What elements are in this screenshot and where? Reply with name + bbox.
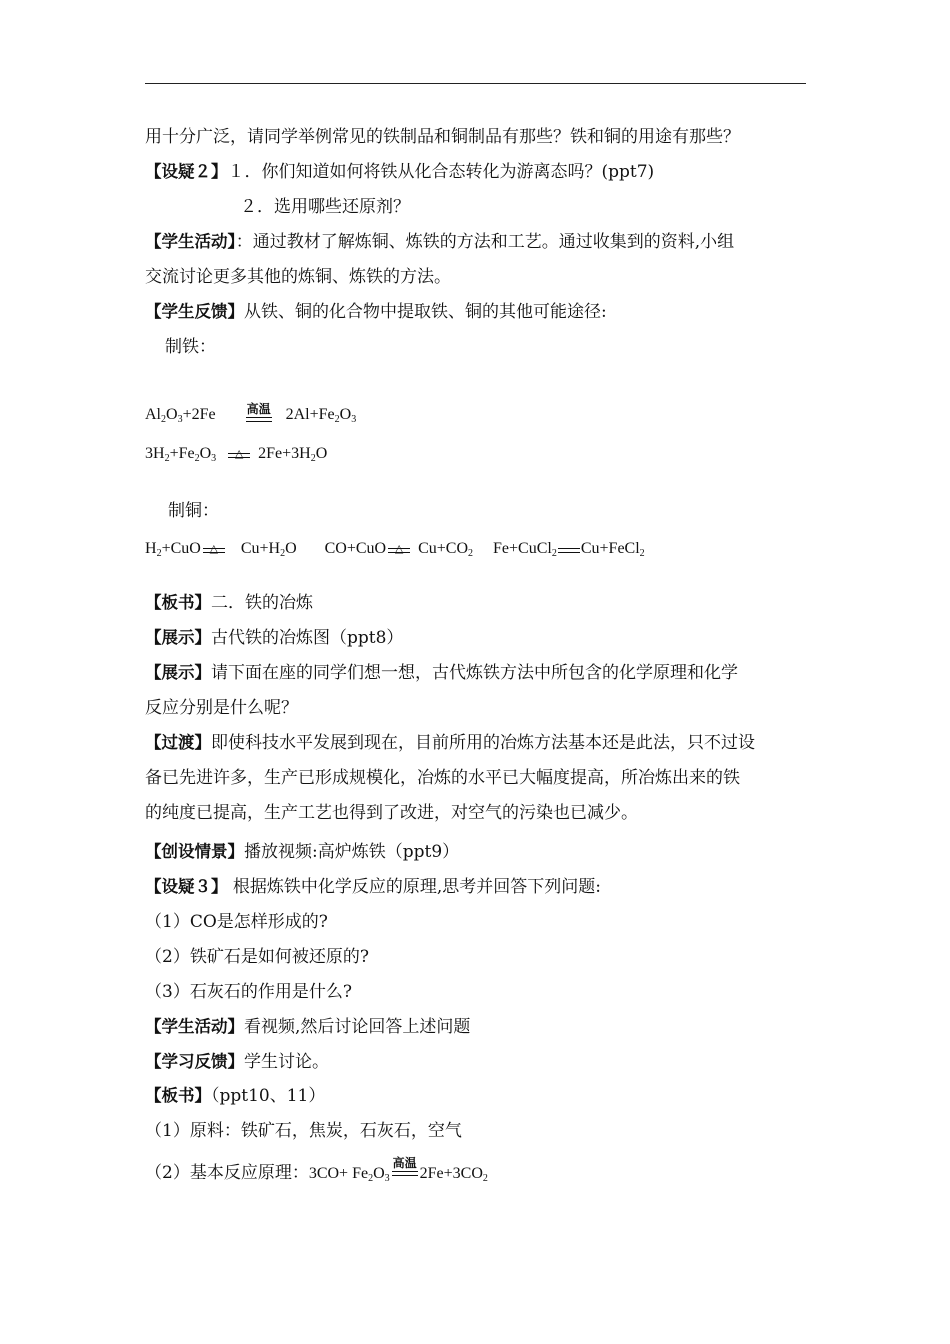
paragraph-line: 【板书】（ppt10、11） (145, 1086, 326, 1106)
paragraph-line: 的纯度已提高，生产工艺也得到了改进，对空气的污染也已减少。 (145, 803, 638, 823)
section-tag: 【设疑２】 (145, 162, 228, 181)
paragraph-line: 【展示】古代铁的冶炼图（ppt8） (145, 628, 404, 648)
condition-high-temp: 高温 (244, 402, 274, 428)
question-item: （3）石灰石的作用是什么? (145, 982, 352, 1002)
paragraph-line: 【学生活动】看视频,然后讨论回答上述问题 (145, 1017, 471, 1037)
section-tag: 【板书】 (145, 1086, 211, 1105)
paragraph-line: 【学习反馈】学生讨论。 (145, 1052, 329, 1072)
paragraph-line (145, 159, 654, 185)
section-tag: 【设疑３】 (145, 877, 228, 896)
paragraph-line: 用十分广泛，请同学举例常见的铁制品和铜制品有那些？铁和铜的用途有那些？ (145, 127, 740, 147)
equation-4: $3CO+ Fe_2O_3$ 高温 $2Fe+3CO_2$ (308, 1156, 488, 1184)
subheading-copper: 制铜： (168, 501, 219, 521)
paragraph-line: 【过渡】即使科技水平发展到现在，目前所用的冶炼方法基本还是此法，只不过设 (145, 733, 755, 753)
list-item: （1）原料：铁矿石，焦炭，石灰石，空气 (145, 1121, 462, 1141)
condition-high-temp: 高温 (390, 1160, 420, 1186)
section-tag: 【过渡】 (145, 733, 211, 752)
question-item: （2）铁矿石是如何被还原的? (145, 947, 369, 967)
section-tag: 【学生反馈】 (145, 302, 244, 321)
section-tag: 【学习反馈】 (145, 1052, 244, 1071)
paragraph-line: 【展示】请下面在座的同学们想一想，古代炼铁方法中所包含的化学原理和化学 (145, 663, 738, 683)
equation-3: $H_2+CuO$ △ $Cu+H_2O$ CO+CuO △ $Cu+CO_2$ Fe+CuCl$_2$ Cu+FeCl$_2$ (145, 536, 645, 562)
section-tag: 【板书】 (145, 593, 211, 612)
section-tag: 【展示】 (145, 628, 211, 647)
condition-heat: △ (201, 536, 227, 562)
paragraph-line: 【创设情景】播放视频:高炉炼铁（ppt9） (145, 842, 460, 862)
section-tag: 【展示】 (145, 663, 211, 682)
paragraph-line: 【学生反馈】从铁、铜的化合物中提取铁、铜的其他可能途径: (145, 302, 607, 322)
section-tag: 【学生活动】 (145, 232, 236, 251)
paragraph-line: 【设疑３】 根据炼铁中化学反应的原理,思考并回答下列问题: (145, 877, 602, 897)
condition-heat: △ (386, 536, 412, 562)
list-item: （2）基本反应原理：$3CO+ Fe_2O_3$ 高温 $2Fe+3CO_2$ (145, 1156, 488, 1184)
paragraph-line: ２．选用哪些还原剂？ (240, 197, 410, 217)
subheading-iron: 制铁： (165, 337, 216, 357)
paragraph-line: 【学生活动】：通过教材了解炼铜、炼铁的方法和工艺。通过收集到的资料,小组 (145, 232, 735, 252)
header-rule (145, 83, 806, 84)
question-text: １．你们知道如何将铁从化合态转化为游离态吗？(ppt7) (227, 162, 655, 182)
paragraph-line: 【板书】二．铁的冶炼 (145, 593, 313, 613)
section-tag: 【创设情景】 (145, 842, 244, 861)
equals-sign (557, 536, 581, 562)
paragraph-line: 交流讨论更多其他的炼铜、炼铁的方法。 (145, 267, 451, 287)
section-tag: 【学生活动】 (145, 1017, 244, 1036)
paragraph-line: 备已先进许多，生产已形成规模化，冶炼的水平已大幅度提高，所冶炼出来的铁 (145, 768, 740, 788)
equation-1: $Al_2O_3+2Fe$ 高温 $2Al+Fe_2O_3$ (145, 402, 356, 428)
condition-heat: △ (226, 441, 252, 467)
equation-2: $3H_2+Fe_2O_3$ △ $2Fe+3H_2O$ (145, 441, 327, 467)
question-item: （1）CO是怎样形成的? (145, 912, 328, 932)
paragraph-line: 反应分别是什么呢？ (145, 698, 298, 718)
